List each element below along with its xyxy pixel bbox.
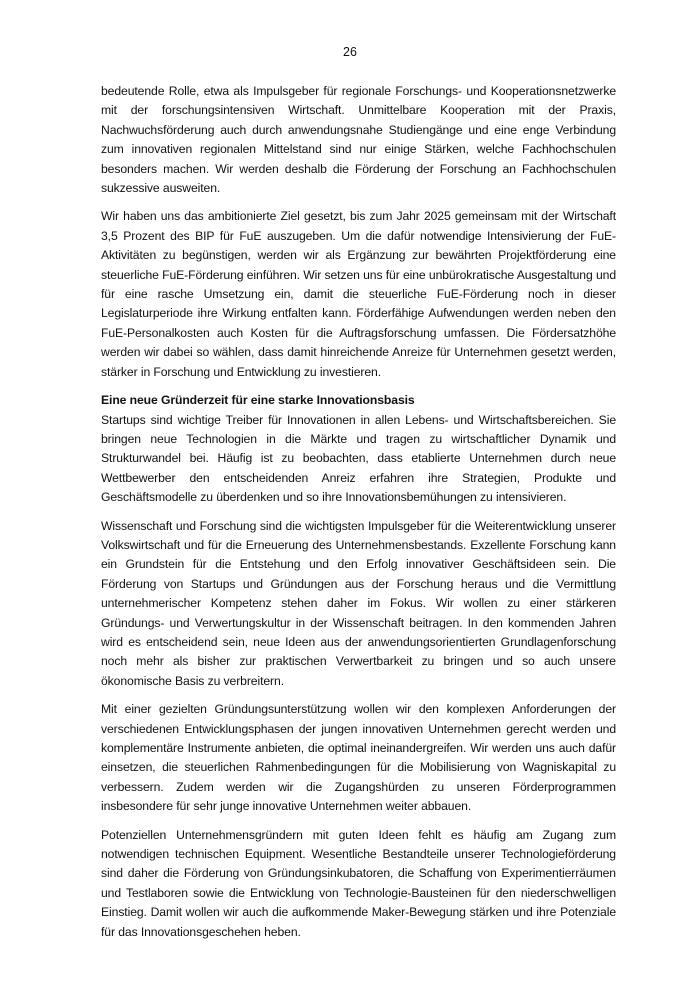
- paragraph-startups: Startups sind wichtige Treiber für Innovationen in allen Lebens- und Wirtschaftsbereichen. Sie bringen neue Technologien in die Märkte und tragen zu wirtschaftlicher Dynamik und Strukturwandel bei. Häufig ist zu beobachten, dass etablierte Unternehmen durch neue Wettbewerber den entscheidenden Anreiz erfahren ihre Strategien, Produkte und Geschäftsmodelle zu überdenken und so ihre Innovationsbemühungen zu intensivieren.: [101, 412, 616, 505]
- paragraph-fue-foerderung: Wir haben uns das ambitionierte Ziel gesetzt, bis zum Jahr 2025 gemeinsam mit der Wirtschaft 3,5 Prozent des BIP für FuE auszugeben. Um die dafür notwendige Intensivierung der FuE-Aktivitäten zu begünstigen, werden wir als Ergänzung zur bewährten Projektförderung eine steuerliche FuE-Förderung einführen. Wir setzen uns für eine unbürokratische Ausgestaltung und für eine rasche Umsetzung ein, damit die steuerliche FuE-Förderung noch in dieser Legislaturperiode ihre Wirkung entfalten kann. Förderfähige Aufwendungen werden neben den FuE-Personalkosten auch Kosten für die Auftragsforschung umfassen. Die Fördersatzhöhe werden wir dabei so wählen, dass damit hinreichende Anreize für Unternehmen gesetzt werden, stärker in Forschung und Entwicklung zu investieren.: [101, 209, 616, 379]
- page-body: [101, 82, 616, 951]
- paragraph-fachhochschulen: bedeutende Rolle, etwa als Impulsgeber für regionale Forschungs- und Kooperationsnetzwerke mit der forschungsintensiven Wirtschaft. Unmittelbare Kooperation mit der Praxis, Nachwuchsförderung auch durch anwendungsnahe Studiengänge und eine enge Verbindung zum innovativen regionalen Mittelstand sind nur einige Stärken, welche Fachhochschulen besonders machen. Wir werden deshalb die Förderung der Forschung an Fachhochschulen sukzessive ausweiten.: [101, 84, 616, 196]
- section-heading: Eine neue Gründerzeit für eine starke Innovationsbasis: [101, 393, 415, 408]
- paragraph-gruendungsunterstuetzung: Mit einer gezielten Gründungsunterstützung wollen wir den komplexen Anforderungen der verschiedenen Entwicklungsphasen der jungen innovativen Unternehmen gerecht werden und komplementäre Instrumente anbieten, die optimal ineinandergreifen. Wir werden uns auch dafür einsetzen, die steuerlichen Rahmenbedingungen für die Mobilisierung von Wagniskapital zu verbessern. Zudem werden wir die Zugangshürden zu unseren Förderprogrammen insbesondere für sehr junge innovative Unternehmen weiter abbauen.: [101, 702, 616, 814]
- page-number: 26: [343, 45, 357, 59]
- paragraph-wissenschaft: Wissenschaft und Forschung sind die wichtigsten Impulsgeber für die Weiterentwicklung unserer Volkswirtschaft und für die Erneuerung des Unternehmensbestands. Exzellente Forschung kann ein Grundstein für die Entstehung und den Erfolg innovativer Geschäftsideen sein. Die Förderung von Startups und Gründungen aus der Forschung heraus und die Vermittlung unternehmerischer Kompetenz stehen daher im Fokus. Wir wollen zu einer stärkeren Gründungs- und Verwertungskultur in der Wissenschaft beitragen. In den kommenden Jahren wird es entscheidend sein, neue Ideen aus der anwendungsorientierten Grundlagenforschung noch mehr als bisher zur praktischen Verwertbarkeit zu bringen und so auch unsere ökonomische Basis zu verbreitern.: [101, 518, 616, 688]
- paragraph-equipment: Potenziellen Unternehmensgründern mit guten Ideen fehlt es häufig am Zugang zum notwendigen technischen Equipment. Wesentliche Bestandteile unserer Technologieförderung sind daher die Förderung von Gründungsinkubatoren, die Schaffung von Experimentierräumen und Testlaboren sowie die Entwicklung von Technologie-Bausteinen für den niederschwelligen Einstieg. Damit wollen wir auch die aufkommende Maker-Bewegung stärken und ihre Potenziale für das Innovationsgeschehen heben.: [101, 827, 616, 939]
